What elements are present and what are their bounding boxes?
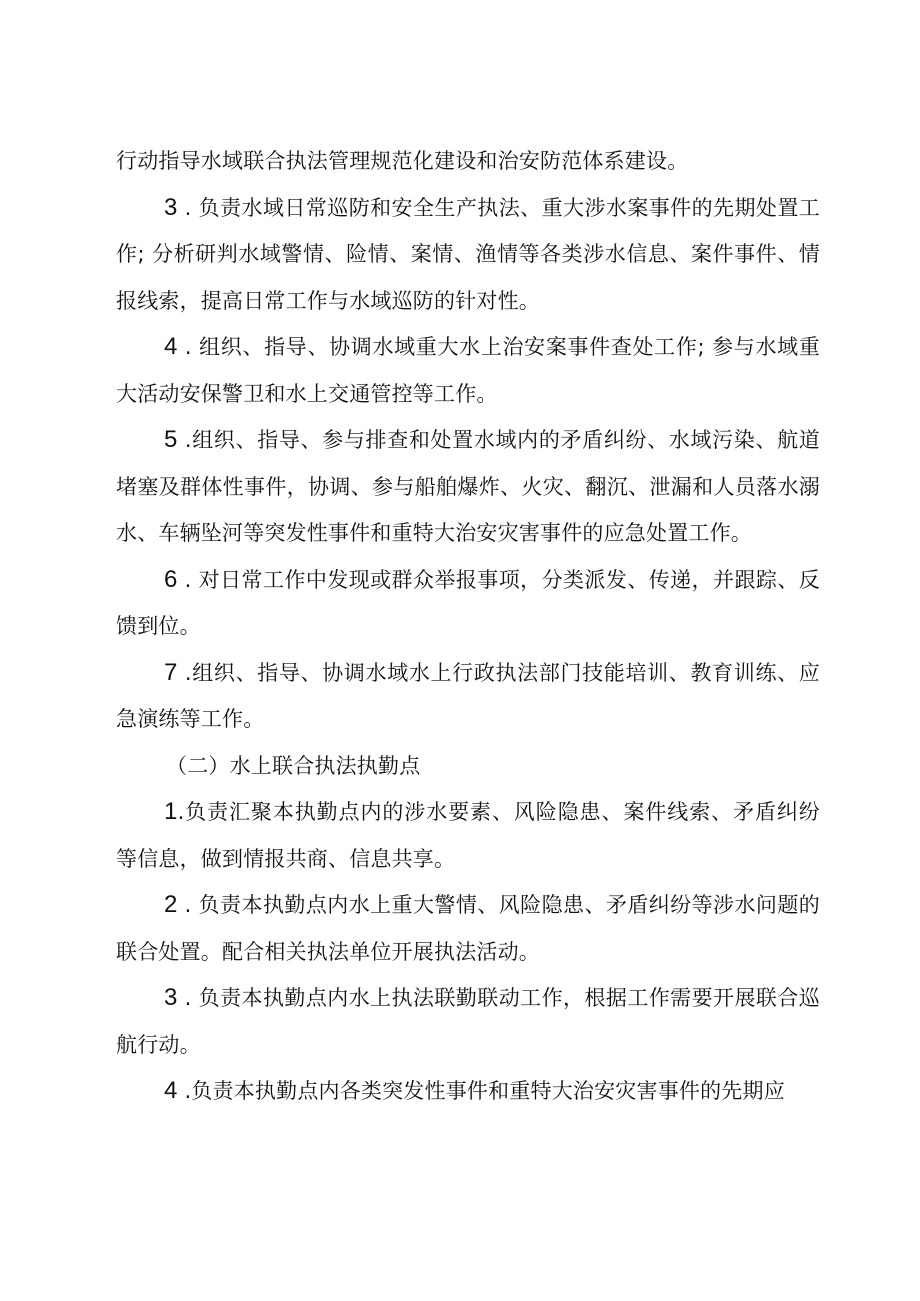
item-number: 2	[164, 891, 178, 918]
paragraph-text: . 负责本执勤点内水上重大警情、风险隐患、矛盾纠纷等涉水问题的联合处置。配合相关执法单位开展执法活动。	[116, 893, 820, 964]
paragraph-text: 行动指导水域联合执法管理规范化建设和治安防范体系建设。	[116, 149, 689, 173]
paragraph-continuation	[116, 138, 820, 185]
section-item-4	[116, 1068, 820, 1115]
paragraph-text: . 负责本执勤点内水上执法联勤联动工作，根据工作需要开展联合巡航行动。	[116, 986, 820, 1057]
section-item-1	[116, 789, 820, 882]
section-item-3	[116, 975, 820, 1068]
paragraph-text: .负责本执勤点内各类突发性事件和重特大治安灾害事件的先期应	[177, 1079, 785, 1103]
paragraph-text: . 负责水域日常巡防和安全生产执法、重大涉水案事件的先期处置工作; 分析研判水域警情、险情、案情、渔情等各类涉水信息、案件事件、情报线索，提高日常工作与水域巡防的针对性。	[116, 195, 820, 313]
paragraph-item-6	[116, 557, 820, 650]
item-number: 4	[164, 1077, 178, 1104]
paragraph-item-3	[116, 185, 820, 325]
item-number: 5	[164, 426, 178, 453]
paragraph-text: .组织、指导、参与排查和处置水域内的矛盾纠纷、水域污染、航道堵塞及群体性事件，协调、参与船舶爆炸、火灾、翻沉、泄漏和人员落水溺水、车辆坠河等突发性事件和重特大治安灾害事件的应急处置工作。	[116, 428, 820, 545]
paragraph-item-7	[116, 650, 820, 743]
paragraph-item-5	[116, 417, 820, 557]
item-number: 6	[164, 565, 178, 593]
section-heading: （二）水上联合执法执勤点	[166, 753, 421, 778]
paragraph-text: .组织、指导、协调水域水上行政执法部门技能培训、教育训练、应急演练等工作。	[116, 660, 820, 731]
paragraph-text: . 组织、指导、协调水域重大水上治安案事件查处工作; 参与水域重大活动安保警卫和水上交通管控等工作。	[116, 335, 820, 406]
section-item-2	[116, 882, 820, 975]
item-number: 3	[164, 984, 178, 1011]
item-number: 1	[164, 798, 178, 825]
paragraph-text: .负责汇聚本执勤点内的涉水要素、风险隐患、案件线索、矛盾纠纷等信息，做到情报共商、信息共享。	[116, 800, 820, 871]
paragraph-text: . 对日常工作中发现或群众举报事项，分类派发、传递，并跟踪、反馈到位。	[116, 567, 820, 638]
item-number: 4	[164, 333, 178, 360]
document-body	[116, 138, 820, 1115]
paragraph-item-4	[116, 324, 820, 417]
item-number: 3	[164, 193, 178, 221]
item-number: 7	[164, 658, 178, 686]
